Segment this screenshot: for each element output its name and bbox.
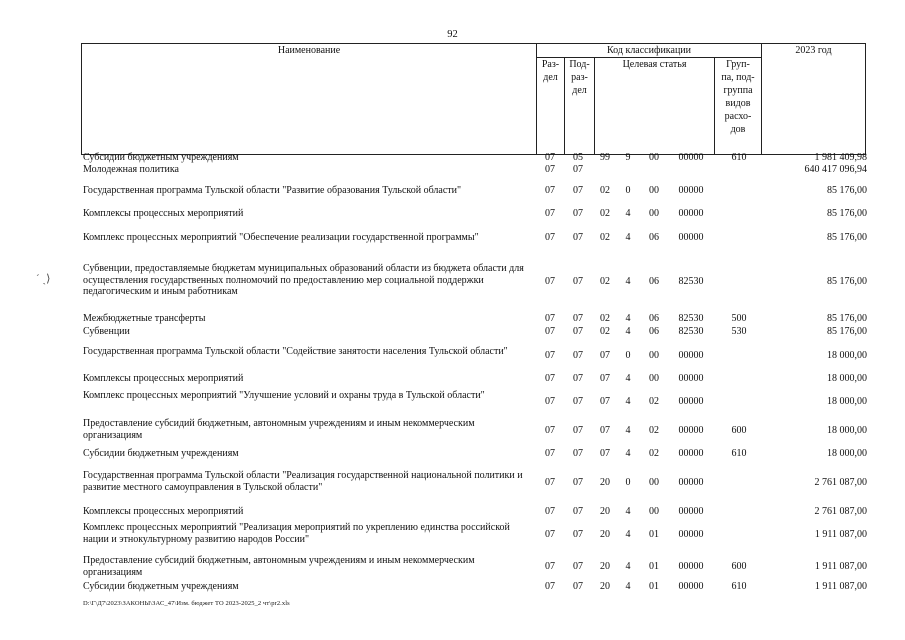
row-code-c4: 00000 [678, 477, 704, 488]
row-code-r: 07 [545, 350, 555, 361]
row-code-c4: 82530 [678, 313, 704, 324]
row-code-c2: 4 [625, 448, 631, 459]
header-name: Наименование [81, 43, 537, 155]
row-code-p: 07 [573, 561, 583, 572]
row-code-c1: 02 [600, 232, 610, 243]
row-code-c2: 4 [625, 561, 631, 572]
row-name: Комплекс процессных мероприятий "Реализация мероприятий по укреплению единства российской нации и этнокультурному развитию народов России" [83, 522, 510, 545]
row-code-r: 07 [545, 313, 555, 324]
row-code-c2: 0 [625, 185, 631, 196]
row-code-c3: 00 [649, 506, 659, 517]
row-code-c1: 20 [600, 477, 610, 488]
row-code-c1: 20 [600, 529, 610, 540]
row-code-c2: 4 [625, 506, 631, 517]
row-code-c1: 07 [600, 396, 610, 407]
row-code-r: 07 [545, 152, 555, 163]
row-code-p: 07 [573, 506, 583, 517]
row-amount: 85 176,00 [827, 313, 867, 324]
row-code-c2: 4 [625, 276, 631, 287]
row-name: Предоставление субсидий бюджетным, автономным учреждениям и иным некоммерческим организациям [83, 418, 475, 441]
row-code-c4: 00000 [678, 373, 704, 384]
row-code-r: 07 [545, 561, 555, 572]
row-code-p: 07 [573, 448, 583, 459]
row-code-c4: 00000 [678, 396, 704, 407]
row-code-c4: 00000 [678, 448, 704, 459]
row-code-c2: 4 [625, 425, 631, 436]
row-code-p: 07 [573, 477, 583, 488]
row-code-c3: 02 [649, 448, 659, 459]
row-name: Комплексы процессных мероприятий [83, 373, 244, 384]
row-code-r: 07 [545, 477, 555, 488]
row-code-c1: 20 [600, 561, 610, 572]
row-code-c4: 00000 [678, 529, 704, 540]
row-code-c2: 4 [625, 313, 631, 324]
row-amount: 1 911 087,00 [814, 561, 867, 572]
row-code-c3: 06 [649, 276, 659, 287]
row-code-p: 07 [573, 276, 583, 287]
row-code-c2: 4 [625, 208, 631, 219]
row-code-r: 07 [545, 529, 555, 540]
row-code-c3: 01 [649, 561, 659, 572]
row-code-c2: 0 [625, 350, 631, 361]
row-name: Комплексы процессных мероприятий [83, 506, 244, 517]
row-code-r: 07 [545, 425, 555, 436]
row-name: Комплекс процессных мероприятий "Обеспечение реализации государственной программы" [83, 232, 479, 243]
row-amount: 85 176,00 [827, 232, 867, 243]
row-code-c3: 06 [649, 313, 659, 324]
row-amount: 18 000,00 [827, 396, 867, 407]
row-code-c1: 02 [600, 276, 610, 287]
row-name: Субсидии бюджетным учреждениям [83, 448, 239, 459]
row-code-c1: 07 [600, 373, 610, 384]
row-code-c2: 9 [625, 152, 631, 163]
row-code-p: 07 [573, 373, 583, 384]
row-code-v: 610 [731, 448, 747, 459]
row-code-r: 07 [545, 326, 555, 337]
row-code-c1: 07 [600, 350, 610, 361]
header-podrazdel: Под- раз- дел [564, 57, 595, 155]
row-code-c3: 00 [649, 373, 659, 384]
row-code-c1: 07 [600, 425, 610, 436]
row-code-p: 07 [573, 164, 583, 175]
row-code-c2: 4 [625, 529, 631, 540]
row-code-c3: 00 [649, 208, 659, 219]
row-name: Комплекс процессных мероприятий "Улучшение условий и охраны труда в Тульской области" [83, 390, 485, 401]
row-amount: 85 176,00 [827, 208, 867, 219]
row-code-p: 07 [573, 425, 583, 436]
row-name: Государственная программа Тульской области "Развитие образования Тульской области" [83, 185, 462, 196]
row-amount: 2 761 087,00 [814, 477, 867, 488]
row-code-r: 07 [545, 396, 555, 407]
row-code-c3: 02 [649, 425, 659, 436]
row-code-c2: 4 [625, 373, 631, 384]
row-code-c1: 02 [600, 313, 610, 324]
row-name: Комплексы процессных мероприятий [83, 208, 244, 219]
row-amount: 85 176,00 [827, 276, 867, 287]
header-gruppa: Груп- па, под- группа видов расхо- дов [714, 57, 762, 155]
row-code-c1: 20 [600, 581, 610, 592]
row-code-r: 07 [545, 185, 555, 196]
row-code-r: 07 [545, 208, 555, 219]
margin-scribble: ˊ ˎ⟩ [36, 273, 51, 285]
row-code-c3: 00 [649, 477, 659, 488]
row-amount: 85 176,00 [827, 185, 867, 196]
row-name: Субвенции, предоставляемые бюджетам муниципальных образований области из бюджета области для осуществления государственных полномочий по предоставлению мер социальной поддержки педагогическим и иным работникам [83, 263, 524, 297]
row-code-r: 07 [545, 276, 555, 287]
row-code-v: 500 [731, 313, 747, 324]
row-code-c4: 00000 [678, 350, 704, 361]
header-year: 2023 год [761, 43, 866, 155]
row-code-r: 07 [545, 232, 555, 243]
row-code-v: 530 [731, 326, 747, 337]
row-code-c4: 00000 [678, 581, 704, 592]
row-name: Предоставление субсидий бюджетным, автономным учреждениям и иным некоммерческим организациям [83, 555, 475, 578]
row-code-p: 07 [573, 581, 583, 592]
row-amount: 18 000,00 [827, 425, 867, 436]
row-code-c2: 4 [625, 232, 631, 243]
row-code-p: 07 [573, 208, 583, 219]
row-code-c3: 06 [649, 326, 659, 337]
row-code-c1: 02 [600, 185, 610, 196]
row-amount: 1 911 087,00 [814, 581, 867, 592]
row-code-r: 07 [545, 373, 555, 384]
row-amount: 18 000,00 [827, 373, 867, 384]
row-amount: 85 176,00 [827, 326, 867, 337]
row-name: Субсидии бюджетным учреждениям [83, 581, 239, 592]
row-code-c3: 02 [649, 396, 659, 407]
header-code: Код классификации [536, 43, 762, 58]
row-code-p: 05 [573, 152, 583, 163]
row-code-c2: 0 [625, 477, 631, 488]
row-code-c4: 82530 [678, 276, 704, 287]
row-code-c1: 20 [600, 506, 610, 517]
row-code-c3: 01 [649, 529, 659, 540]
row-code-c1: 02 [600, 208, 610, 219]
row-code-c3: 01 [649, 581, 659, 592]
row-code-v: 610 [731, 152, 747, 163]
row-code-c2: 4 [625, 581, 631, 592]
row-code-c4: 00000 [678, 506, 704, 517]
row-amount: 18 000,00 [827, 350, 867, 361]
row-code-c1: 99 [600, 152, 610, 163]
row-code-p: 07 [573, 185, 583, 196]
row-code-c2: 4 [625, 396, 631, 407]
row-name: Субсидии бюджетным учреждениям [83, 152, 239, 163]
row-code-r: 07 [545, 164, 555, 175]
row-code-c4: 00000 [678, 152, 704, 163]
row-code-c4: 00000 [678, 208, 704, 219]
row-code-c3: 00 [649, 185, 659, 196]
row-code-c3: 06 [649, 232, 659, 243]
row-code-v: 610 [731, 581, 747, 592]
header-razdel: Раз- дел [536, 57, 565, 155]
row-name: Государственная программа Тульской области "Содействие занятости населения Тульской области" [83, 346, 508, 357]
row-code-c3: 00 [649, 152, 659, 163]
row-name: Межбюджетные трансферты [83, 313, 206, 324]
row-code-c3: 00 [649, 350, 659, 361]
table-header [81, 43, 866, 155]
row-amount: 1 981 409,98 [814, 152, 867, 163]
row-code-c4: 00000 [678, 425, 704, 436]
row-amount: 18 000,00 [827, 448, 867, 459]
row-code-r: 07 [545, 506, 555, 517]
row-code-r: 07 [545, 581, 555, 592]
row-code-c1: 02 [600, 326, 610, 337]
row-code-v: 600 [731, 425, 747, 436]
row-code-c4: 00000 [678, 232, 704, 243]
footer-path: D:\Г\Д7\2023\ЗАКОНЫ\ЗАС_47\Изм. бюджет ТО 2023-2025_2 чт\pr2.xls [83, 600, 290, 607]
row-amount: 1 911 087,00 [814, 529, 867, 540]
row-code-c4: 00000 [678, 561, 704, 572]
row-code-p: 07 [573, 350, 583, 361]
row-code-p: 07 [573, 529, 583, 540]
row-name: Молодежная политика [83, 164, 179, 175]
row-code-v: 600 [731, 561, 747, 572]
row-code-c4: 00000 [678, 185, 704, 196]
row-code-p: 07 [573, 396, 583, 407]
row-code-p: 07 [573, 232, 583, 243]
header-celevaya: Целевая статья [594, 57, 715, 155]
row-amount: 2 761 087,00 [814, 506, 867, 517]
row-code-r: 07 [545, 448, 555, 459]
row-name: Субвенции [83, 326, 130, 337]
row-code-p: 07 [573, 313, 583, 324]
row-amount: 640 417 096,94 [804, 164, 867, 175]
row-name: Государственная программа Тульской области "Реализация государственной национальной политики и развитие местного самоуправления в Тульской области" [83, 470, 523, 493]
row-code-c1: 07 [600, 448, 610, 459]
row-code-c2: 4 [625, 326, 631, 337]
page-number: 92 [447, 29, 458, 40]
row-code-c4: 82530 [678, 326, 704, 337]
row-code-p: 07 [573, 326, 583, 337]
